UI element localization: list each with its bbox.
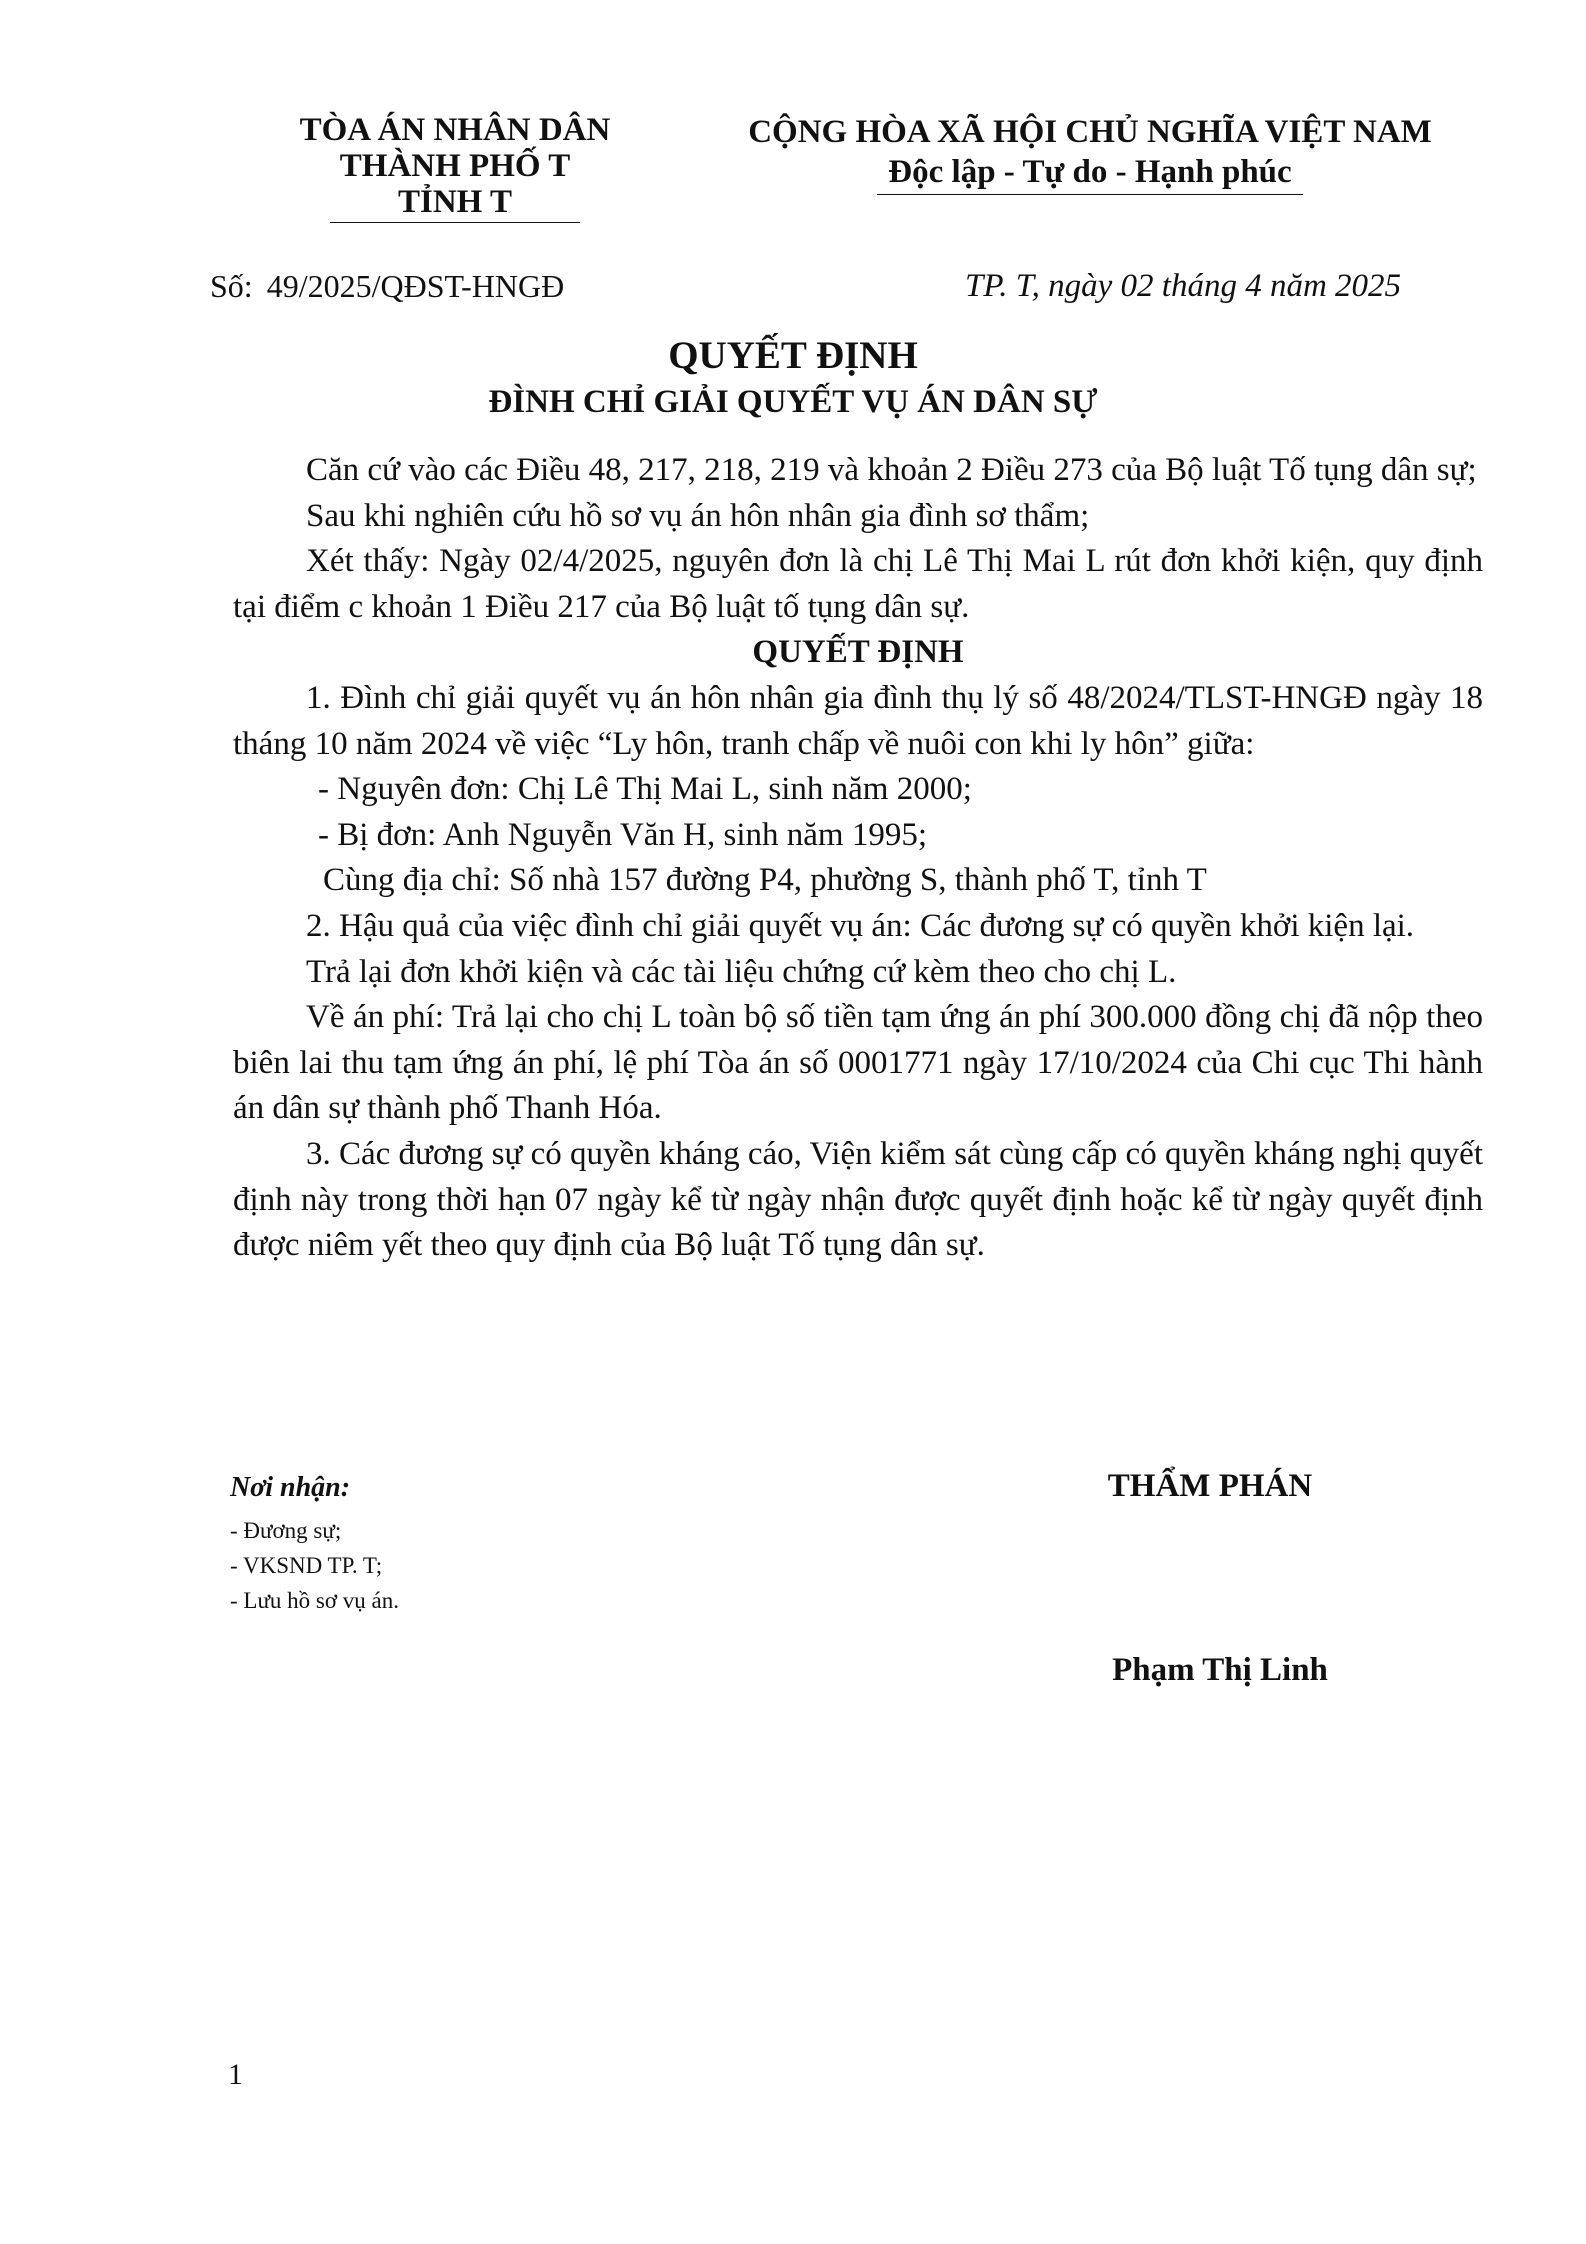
- court-name-line2: THÀNH PHỐ T: [339, 148, 571, 184]
- preamble-paragraph: Căn cứ vào các Điều 48, 217, 218, 219 và khoản 2 Điều 273 của Bộ luật Tố tụng dân sự;: [306, 452, 1477, 488]
- court-header-underline: [330, 222, 580, 223]
- court-name-line3: TỈNH T: [397, 184, 513, 220]
- decision-heading: QUYẾT ĐỊNH: [752, 634, 964, 671]
- document-number-label: Số:: [210, 268, 253, 304]
- recipient-item: - Lưu hồ sơ vụ án.: [230, 1588, 399, 1613]
- national-motto: Độc lập - Tự do - Hạnh phúc: [888, 154, 1292, 190]
- court-name-line1: TÒA ÁN NHÂN DÂN: [299, 112, 611, 148]
- national-title: CỘNG HÒA XÃ HỘI CHỦ NGHĨA VIỆT NAM: [748, 114, 1432, 150]
- document-number-value: 49/2025/QĐST-HNGĐ: [266, 268, 565, 304]
- recipients-title: Nơi nhận:: [230, 1472, 351, 1503]
- document-title: QUYẾT ĐỊNH: [668, 334, 918, 377]
- page-number: 1: [228, 2058, 243, 2091]
- plaintiff-line: - Nguyên đơn: Chị Lê Thị Mai L, sinh năm 2000;: [318, 771, 972, 808]
- recipients-list: [230, 1513, 399, 1618]
- decision-item-2: 2. Hậu quả của việc đình chỉ giải quyết vụ án: Các đương sự có quyền khởi kiện lại.: [306, 907, 1415, 944]
- court-header: [255, 112, 655, 223]
- preamble-paragraph: Sau khi nghiên cứu hồ sơ vụ án hôn nhân gia đình sơ thẩm;: [306, 497, 1090, 534]
- document-number: [210, 268, 564, 305]
- return-documents-line: Trả lại đơn khởi kiện và các tài liệu chứng cứ kèm theo cho chị L.: [306, 953, 1177, 990]
- signature-name: Phạm Thị Linh: [1112, 1652, 1328, 1688]
- decision-item-3: 3. Các đương sự có quyền kháng cáo, Viện kiểm sát cùng cấp có quyền kháng nghị quyết định này trong thời hạn 07 ngày kể từ ngày nhận được quyết định hoặc kể từ ngày quyết định được niêm yết theo quy định của Bộ luật Tố tụng dân sự.: [233, 1135, 1483, 1264]
- decision-item-1: 1. Đình chỉ giải quyết vụ án hôn nhân gia đình thụ lý số 48/2024/TLST-HNGĐ ngày 18 tháng 10 năm 2024 về việc “Ly hôn, tranh chấp về nuôi con khi ly hôn” giữa:: [233, 679, 1483, 762]
- national-motto-underline: [877, 194, 1303, 195]
- defendant-line: - Bị đơn: Anh Nguyễn Văn H, sinh năm 1995;: [318, 816, 927, 853]
- document-date: TP. T, ngày 02 tháng 4 năm 2025: [965, 268, 1402, 304]
- address-line: Cùng địa chỉ: Số nhà 157 đường P4, phường S, thành phố T, tỉnh T: [323, 862, 1207, 899]
- recipient-item: - VKSND TP. T;: [230, 1553, 383, 1578]
- document-body: [233, 448, 1483, 1269]
- preamble-paragraph: Xét thấy: Ngày 02/4/2025, nguyên đơn là chị Lê Thị Mai L rút đơn khởi kiện, quy định tại điểm c khoản 1 Điều 217 của Bộ luật tố tụng dân sự.: [233, 543, 1483, 625]
- recipient-item: - Đương sự;: [230, 1518, 342, 1543]
- national-header: [690, 112, 1490, 195]
- signature-title: THẨM PHÁN: [1107, 1468, 1313, 1504]
- court-fee-paragraph: Về án phí: Trả lại cho chị L toàn bộ số tiền tạm ứng án phí 300.000 đồng chị đã nộp theo biên lai thu tạm ứng án phí, lệ phí Tòa án số 0001771 ngày 17/10/2024 của Chi cục Thi hành án dân sự thành phố Thanh Hóa.: [233, 999, 1483, 1127]
- document-subtitle: ĐÌNH CHỈ GIẢI QUYẾT VỤ ÁN DÂN SỰ: [488, 384, 1098, 420]
